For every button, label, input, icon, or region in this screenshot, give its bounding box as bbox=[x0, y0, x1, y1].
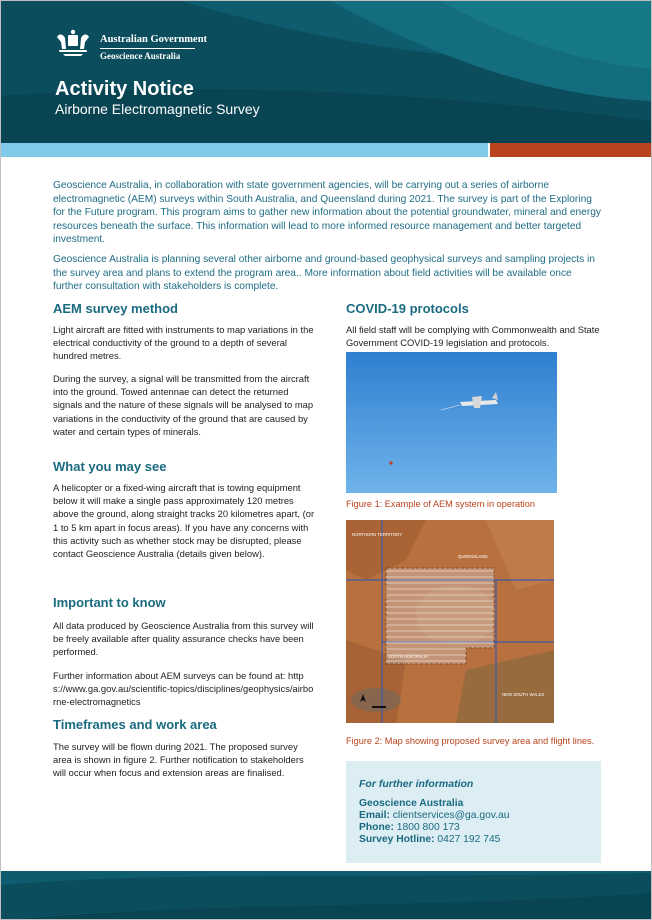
info-email-line bbox=[359, 810, 510, 822]
covid-heading: COVID-19 protocols bbox=[346, 301, 469, 316]
page-title: Activity Notice bbox=[55, 78, 194, 100]
government-name: Australian Government bbox=[100, 34, 208, 45]
timeframes-paragraph: The survey will be flown during 2021. The proposed survey area is shown in figure 2. Further notification to stakeholders will occur when focus and extension areas are finalised. bbox=[53, 741, 304, 779]
aircraft-photo bbox=[346, 352, 557, 493]
further-information-box bbox=[346, 761, 601, 863]
aem-method-paragraph-1: Light aircraft are fitted with instruments to map variations in the electrical conductivity of the ground to a depth of several hundred metres. bbox=[53, 324, 314, 362]
map-label-nt: NORTHERN TERRITORY bbox=[352, 532, 403, 537]
footer-banner bbox=[1, 871, 651, 920]
aem-method-paragraph-2: During the survey, a signal will be transmitted from the aircraft into the ground. Towed antennae can detect the returned signals and the nature of these signals will be analysed to map variations in the conductivity of the ground that are caused by water and certain types of minerals. bbox=[53, 373, 314, 437]
info-organisation: Geoscience Australia bbox=[359, 798, 464, 809]
header-banner bbox=[1, 1, 651, 143]
agency-name: Geoscience Australia bbox=[100, 51, 181, 61]
header-divider bbox=[100, 48, 195, 49]
page-subtitle: Airborne Electromagnetic Survey bbox=[55, 101, 260, 117]
info-heading: For further information bbox=[359, 778, 474, 790]
info-email-label: Email: bbox=[359, 810, 390, 821]
info-hotline-line bbox=[359, 834, 500, 846]
towed-sensor-icon bbox=[389, 461, 392, 464]
coat-of-arms-icon bbox=[53, 27, 93, 57]
covid-paragraph: All field staff will be complying with Commonwealth and State Government COVID-19 legislation and protocols. bbox=[346, 324, 600, 349]
important-paragraph-1: All data produced by Geoscience Australia from this survey will be freely available after quality assurance checks have been performed. bbox=[53, 620, 314, 658]
important-paragraph-2: Further information about AEM surveys can be found at: https://www.ga.gov.au/scientific-topics/disciplines/geophysics/airborne-electromagnetics bbox=[53, 670, 314, 708]
footer-wave-graphic bbox=[1, 871, 651, 920]
info-phone-value: 1800 800 173 bbox=[396, 822, 460, 833]
map-label-sa: SOUTH AUSTRALIA bbox=[388, 654, 428, 659]
info-phone-label: Phone: bbox=[359, 822, 394, 833]
intro-paragraph-2: Geoscience Australia is planning several other airborne and ground-based geophysical surveys and sampling projects in the survey area and plans to extend the program area.. More information about field activities will be available once further consultation with stakeholders is complete. bbox=[53, 254, 595, 293]
survey-area-map bbox=[346, 520, 554, 723]
map-label-qld: QUEENSLAND bbox=[458, 554, 488, 559]
header-wave-graphic bbox=[1, 1, 651, 143]
info-phone-line bbox=[359, 822, 460, 834]
figure-2-caption: Figure 2: Map showing proposed survey area and flight lines. bbox=[346, 736, 595, 746]
what-you-may-see-paragraph: A helicopter or a fixed-wing aircraft that is towing equipment below it will make a single pass approximately 120 metres above the ground, along straight tracks 20 kilometres apart, (or 1 to 5 km apart in focus areas). If you have any concerns with this activity such as whether stock may be disrupted, please contact Geoscience Australia (details given below). bbox=[53, 482, 315, 560]
intro-paragraph-1: Geoscience Australia, in collaboration with state government agencies, will be carrying out a series of airborne electromagnetic (AEM) surveys within South Australia, and Queensland during 2021. The survey is part of the Exploring for the Future program. This program aims to gather new information about the potential groundwater, mineral and energy resources beneath the surface. This information will lead to more informed resource management and better targeted investment. bbox=[53, 180, 601, 246]
scale-bar bbox=[372, 706, 386, 708]
figure-1-caption: Figure 1: Example of AEM system in operation bbox=[346, 499, 535, 509]
important-to-know-heading: Important to know bbox=[53, 595, 166, 610]
info-hotline-label: Survey Hotline: bbox=[359, 834, 435, 845]
header-stripe-orange bbox=[490, 143, 651, 157]
info-email-link[interactable]: clientservices@ga.gov.au bbox=[392, 810, 510, 821]
map-label-nsw: NEW SOUTH WALES bbox=[502, 692, 545, 697]
info-hotline-value: 0427 192 745 bbox=[437, 834, 501, 845]
timeframes-heading: Timeframes and work area bbox=[53, 717, 217, 732]
what-you-may-see-heading: What you may see bbox=[53, 459, 167, 474]
header-stripe-blue bbox=[1, 143, 488, 157]
aem-method-heading: AEM survey method bbox=[53, 301, 178, 316]
